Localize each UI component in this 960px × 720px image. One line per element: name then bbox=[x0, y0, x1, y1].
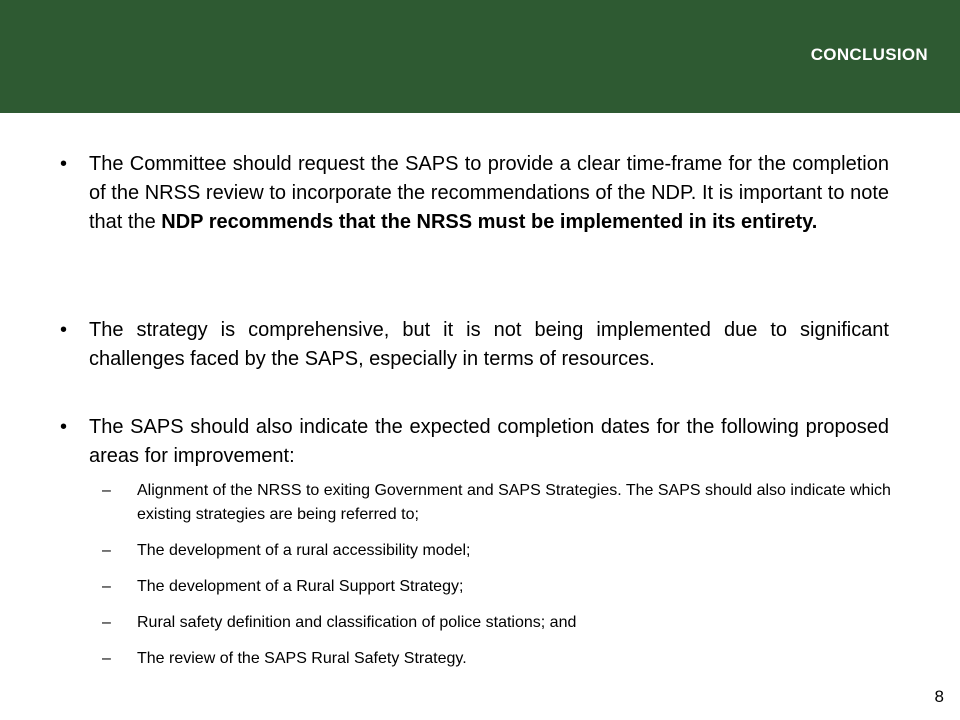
sub-list-text: The development of a rural accessibility model; bbox=[137, 542, 471, 559]
bullet-text-emphasis: NDP recommends that the NRSS must be implemented in its entirety. bbox=[161, 211, 818, 233]
sub-list-marker: – bbox=[102, 650, 111, 667]
sub-list-marker: – bbox=[102, 482, 111, 499]
sub-list-item bbox=[0, 479, 960, 527]
sub-list-text: The development of a Rural Support Strategy; bbox=[137, 578, 464, 595]
sub-list-item bbox=[0, 611, 960, 635]
sub-list-text: The review of the SAPS Rural Safety Strategy. bbox=[137, 650, 467, 667]
bullet-marker: • bbox=[60, 416, 68, 438]
slide-body bbox=[0, 150, 960, 683]
bullet-text bbox=[89, 150, 889, 237]
sub-list-marker: – bbox=[102, 614, 111, 631]
sub-list-marker: – bbox=[102, 578, 111, 595]
slide-title: CONCLUSION bbox=[810, 45, 928, 64]
page-number: 8 bbox=[934, 687, 944, 706]
bullet-text-normal: The Committee should request the SAPS to provide a clear time-frame for the completion of the NRSS review to incorporate the recommendations of the NDP. It is important to note that the bbox=[89, 153, 889, 233]
bullet-item bbox=[0, 316, 960, 413]
sub-list bbox=[0, 479, 960, 671]
sub-list-item bbox=[0, 539, 960, 563]
header-banner bbox=[0, 0, 960, 113]
sub-list-text: Rural safety definition and classification of police stations; and bbox=[137, 614, 577, 631]
sub-list-marker: – bbox=[102, 542, 111, 559]
bullet-item bbox=[0, 413, 960, 671]
bullet-text: The strategy is comprehensive, but it is not being implemented due to significant challenges faced by the SAPS, especially in terms of resources. bbox=[89, 319, 889, 370]
bullet-text: The SAPS should also indicate the expected completion dates for the following proposed areas for improvement: bbox=[89, 416, 889, 467]
bullet-marker: • bbox=[60, 319, 68, 341]
sub-list-item bbox=[0, 575, 960, 599]
sub-list-item bbox=[0, 647, 960, 671]
bullet-item bbox=[0, 150, 960, 316]
sub-list-text: Alignment of the NRSS to exiting Government and SAPS Strategies. The SAPS should also indicate which existing strategies are being referred to; bbox=[137, 482, 891, 523]
bullet-marker: • bbox=[60, 153, 68, 175]
